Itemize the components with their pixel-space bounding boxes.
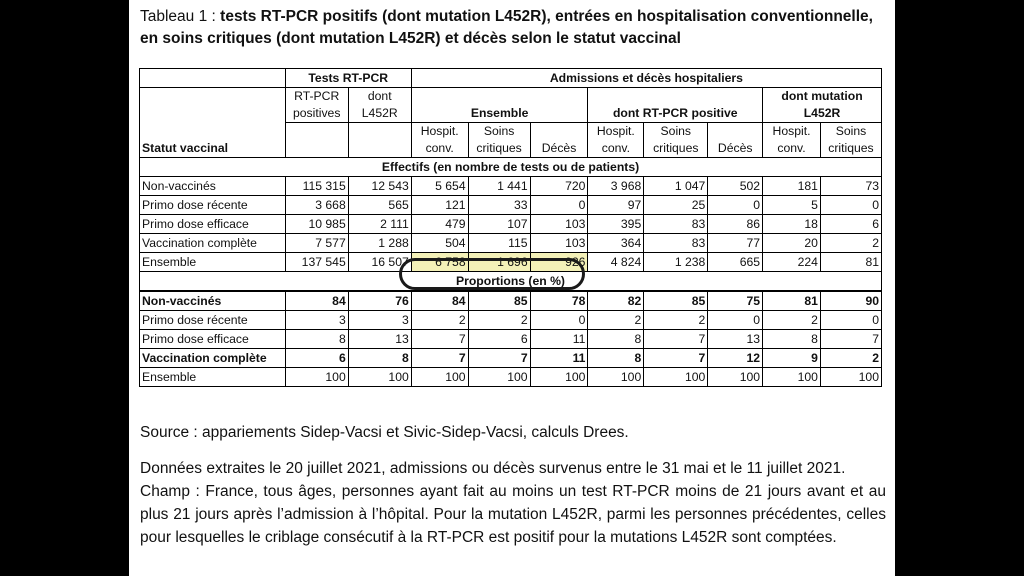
header-soins-critiques-ens: Soins critiques [468,123,530,158]
table-cell: 0 [820,196,881,215]
table-cell: 8 [588,349,644,368]
header-dont-l452r: dont L452R [348,88,411,123]
table-cell: 75 [708,291,763,311]
table-row [140,368,882,387]
table-cell: 1 696 [468,253,530,272]
header-deces-rtpcr: Décès [708,123,763,158]
table-cell: 0 [530,196,588,215]
table-cell: 33 [468,196,530,215]
table-cell: 1 047 [644,177,708,196]
row-label: Ensemble [140,253,286,272]
table-cell: 97 [588,196,644,215]
row-label: Vaccination complète [140,234,286,253]
table-cell: 2 111 [348,215,411,234]
table-cell: 100 [708,368,763,387]
table-cell: 18 [763,215,821,234]
table-title [140,6,888,50]
table-cell: 85 [644,291,708,311]
table-cell: 3 968 [588,177,644,196]
table-cell: 107 [468,215,530,234]
table-cell: 1 238 [644,253,708,272]
table-cell: 8 [285,330,348,349]
header-deces-ens: Décès [530,123,588,158]
table-cell: 2 [644,311,708,330]
table-cell: 7 [644,330,708,349]
table-cell: 81 [820,253,881,272]
table-cell: 4 824 [588,253,644,272]
table-cell: 78 [530,291,588,311]
header-rtpcr-positives: RT-PCR positives [285,88,348,123]
table-cell: 100 [530,368,588,387]
table-cell: 7 [411,349,468,368]
table-cell: 0 [708,311,763,330]
table-cell: 364 [588,234,644,253]
table-row [140,253,882,272]
table-cell: 20 [763,234,821,253]
table-cell: 90 [820,291,881,311]
table-cell: 86 [708,215,763,234]
table-cell: 665 [708,253,763,272]
header-hospit-conv-ens: Hospit. conv. [411,123,468,158]
source-note: Source : appariements Sidep-Vacsi et Sivic-Sidep-Vacsi, calculs Drees. [140,424,629,441]
table-cell: 103 [530,215,588,234]
table-cell: 137 545 [285,253,348,272]
header-tests-rtpcr: Tests RT-PCR [285,69,411,88]
table-cell: 0 [530,311,588,330]
table-cell: 5 654 [411,177,468,196]
table-cell: 2 [411,311,468,330]
table-cell: 9 [763,349,821,368]
header-ensemble: Ensemble [411,88,588,123]
row-label: Non-vaccinés [140,177,286,196]
table-cell: 395 [588,215,644,234]
table-cell: 565 [348,196,411,215]
table-cell: 84 [411,291,468,311]
table-cell: 13 [708,330,763,349]
table-cell: 100 [644,368,708,387]
table-cell: 2 [820,349,881,368]
table-cell: 3 [285,311,348,330]
table-cell: 2 [763,311,821,330]
table-cell: 85 [468,291,530,311]
header-dont-rtpcr-positive: dont RT-PCR positive [588,88,763,123]
table-cell: 25 [644,196,708,215]
table-cell: 121 [411,196,468,215]
table-cell: 12 543 [348,177,411,196]
row-label: Primo dose efficace [140,215,286,234]
table-cell: 5 [763,196,821,215]
table-cell: 100 [763,368,821,387]
table-cell: 6 [820,215,881,234]
table-cell: 13 [348,330,411,349]
table-cell: 115 [468,234,530,253]
table-cell: 181 [763,177,821,196]
table-cell: 7 577 [285,234,348,253]
table-cell: 3 [348,311,411,330]
table-cell: 103 [530,234,588,253]
table-row [140,215,882,234]
table-cell: 0 [708,196,763,215]
row-label: Primo dose récente [140,196,286,215]
row-label: Ensemble [140,368,286,387]
table-cell: 81 [763,291,821,311]
table-cell: 8 [348,349,411,368]
header-soins-critiques-rtpcr: Soins critiques [644,123,708,158]
table-cell: 11 [530,330,588,349]
table-cell: 502 [708,177,763,196]
header-soins-critiques-mut: Soins critiques [820,123,881,158]
table-cell: 720 [530,177,588,196]
table-cell: 16 507 [348,253,411,272]
document-page [129,0,895,576]
notes-champ: Champ : France, tous âges, personnes ayant fait au moins un test RT-PCR moins de 21 jours avant et au plus 21 jours après l’admission à l’hôpital. Pour la mutation L452R, parmi les personnes précédentes, celles pour lesquelles le criblage consécutif à la RT-PCR est positif pour la mutations L452R sont comptées. [140,483,886,546]
table-cell: 10 985 [285,215,348,234]
table-cell: 6 [285,349,348,368]
table-cell: 77 [708,234,763,253]
table-cell: 84 [285,291,348,311]
table-cell: 1 288 [348,234,411,253]
table-cell: 8 [588,330,644,349]
table-cell: 100 [411,368,468,387]
table-row [140,196,882,215]
table-row [140,234,882,253]
table-cell: 2 [820,234,881,253]
table-cell: 76 [348,291,411,311]
title-line1: tests RT-PCR positifs (dont mutation L452R), entrées en hospitalisation conventionnelle, [220,8,873,25]
table-cell: 115 315 [285,177,348,196]
table-cell: 82 [588,291,644,311]
table-cell: 100 [820,368,881,387]
table-cell: 479 [411,215,468,234]
table-cell: 100 [468,368,530,387]
table-cell: 83 [644,234,708,253]
table-cell: 504 [411,234,468,253]
table-cell: 2 [588,311,644,330]
table-row [140,349,882,368]
table-cell: 0 [820,311,881,330]
table-cell: 3 668 [285,196,348,215]
title-prefix: Tableau 1 : [140,8,221,25]
section-effectifs: Effectifs (en nombre de tests ou de patients) [140,158,882,177]
table-cell: 100 [285,368,348,387]
data-table [139,68,882,387]
table-cell: 8 [763,330,821,349]
table-cell: 100 [348,368,411,387]
header-empty-1 [285,123,348,158]
table-cell: 11 [530,349,588,368]
table-cell: 224 [763,253,821,272]
header-corner [140,69,286,88]
table-cell: 7 [411,330,468,349]
row-label: Primo dose récente [140,311,286,330]
row-label: Vaccination complète [140,349,286,368]
table-cell: 2 [468,311,530,330]
header-hospit-conv-mut: Hospit. conv. [763,123,821,158]
table-cell: 6 [468,330,530,349]
table-cell: 100 [588,368,644,387]
row-label: Non-vaccinés [140,291,286,311]
header-statut-vaccinal: Statut vaccinal [140,88,286,158]
table-cell: 7 [820,330,881,349]
table-cell: 1 441 [468,177,530,196]
title-line2: en soins critiques (dont mutation L452R) et décès selon le statut vaccinal [140,30,681,47]
table-cell: 926 [530,253,588,272]
table-row [140,291,882,311]
table-cell: 12 [708,349,763,368]
table-row [140,311,882,330]
proportions-rows [140,291,882,387]
table-row [140,330,882,349]
header-admissions: Admissions et décès hospitaliers [411,69,881,88]
table-cell: 7 [468,349,530,368]
row-label: Primo dose efficace [140,330,286,349]
table-cell: 83 [644,215,708,234]
table-row [140,177,882,196]
table-cell: 6 758 [411,253,468,272]
section-proportions: Proportions (en %) [140,272,882,292]
table-cell: 7 [644,349,708,368]
table-cell: 73 [820,177,881,196]
header-empty-2 [348,123,411,158]
header-hospit-conv-rtpcr: Hospit. conv. [588,123,644,158]
notes-line1: Données extraites le 20 juillet 2021, admissions ou décès survenus entre le 31 mai et le 11 juillet 2021. [140,460,846,477]
header-dont-mutation: dont mutation L452R [763,88,882,123]
effectifs-rows [140,177,882,272]
